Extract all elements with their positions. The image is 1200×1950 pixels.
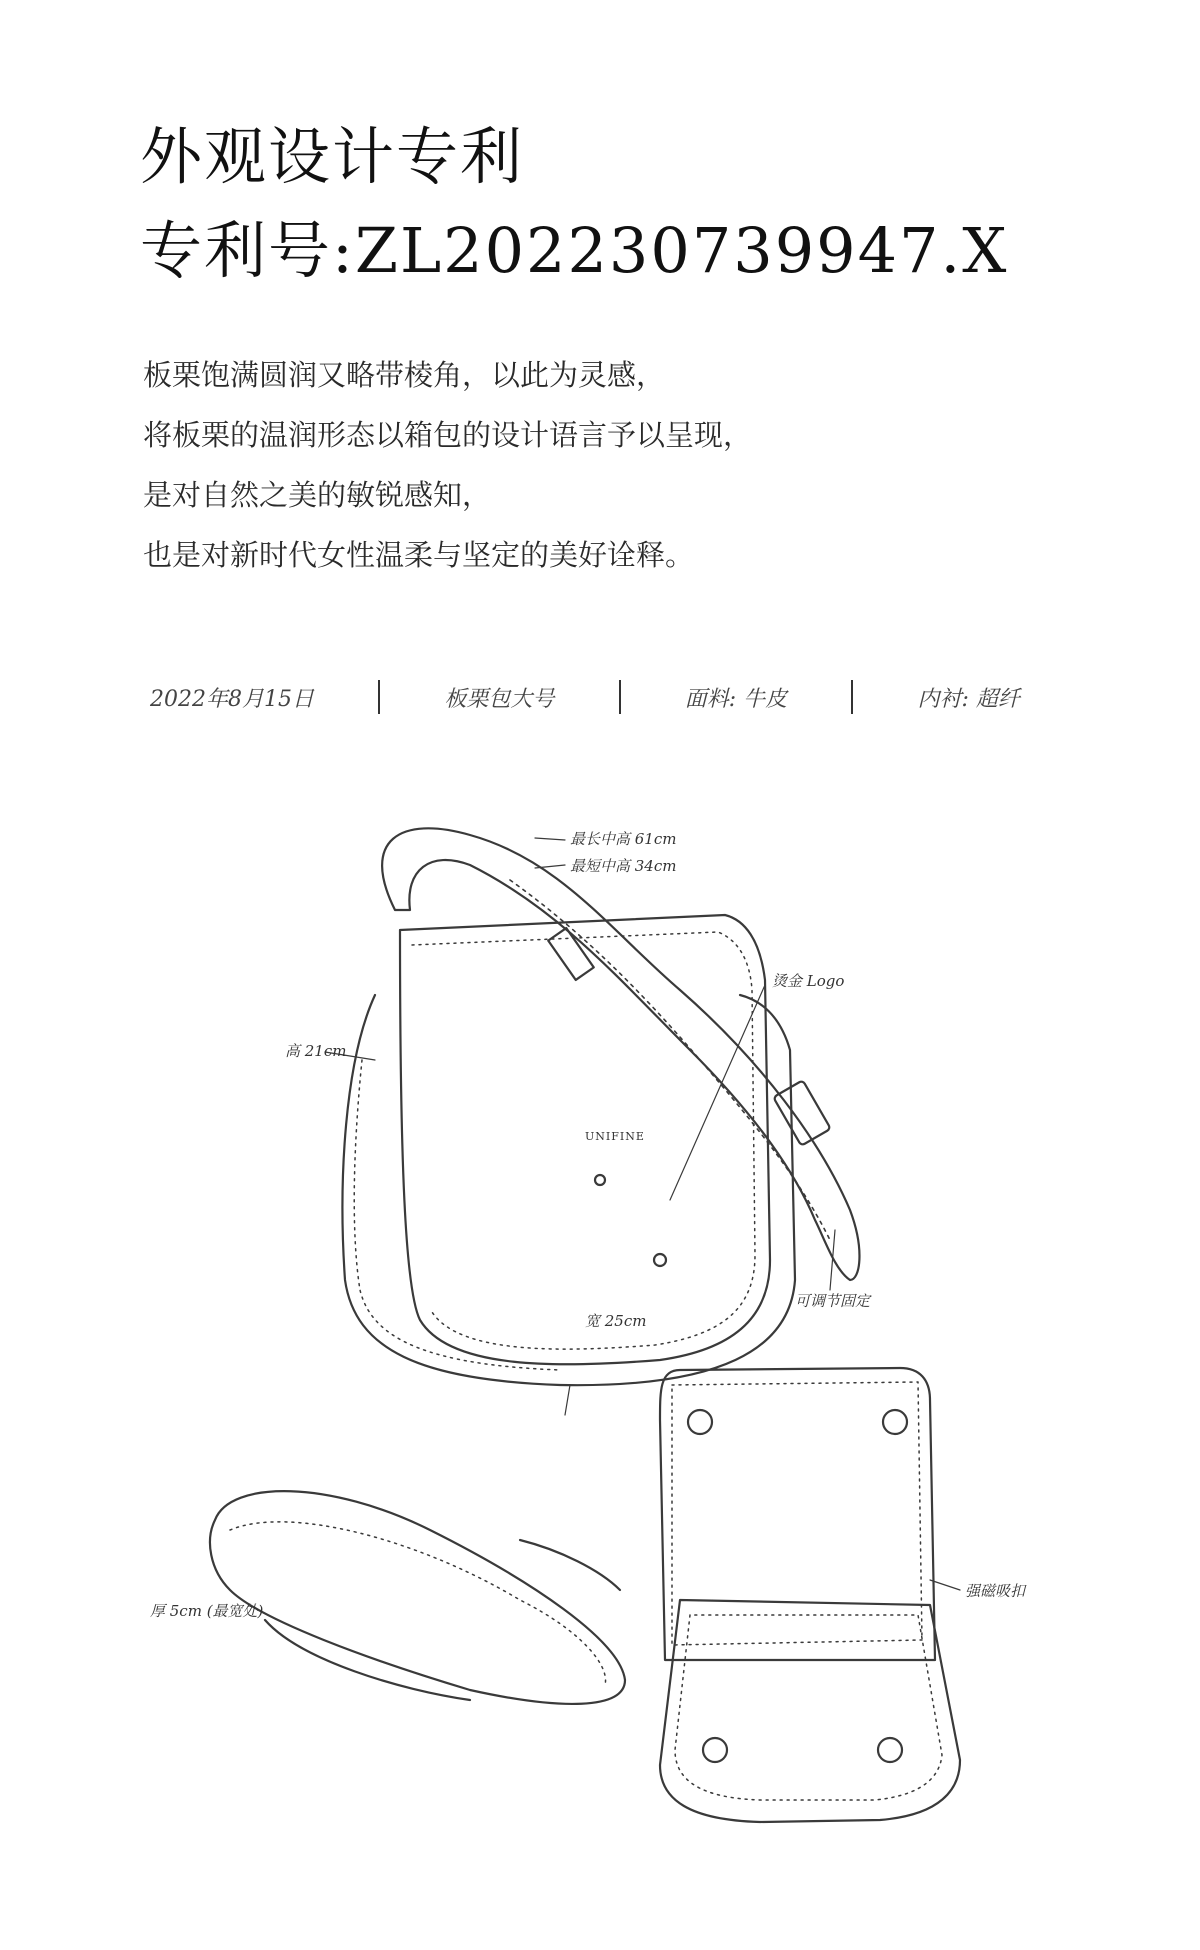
bag-body [343, 995, 795, 1385]
strap-buckle [773, 1080, 830, 1145]
bag-side-view [210, 1491, 625, 1704]
annotation-buckle: 可调节固定 [795, 1292, 871, 1310]
title-line-1: 外观设计专利 [140, 120, 525, 193]
description [143, 345, 752, 585]
annotation-hardware: 烫金 Logo [772, 972, 845, 990]
sketch-lining: 内衬: 超纤 [917, 686, 1020, 712]
annotation-height: 高 21cm [285, 1042, 347, 1060]
body-stitch [354, 1060, 560, 1370]
strap [382, 828, 859, 1280]
leader [535, 838, 565, 840]
sketch-date: 2022年8月15日 [150, 686, 314, 712]
leader [565, 1385, 570, 1415]
sketch-header [150, 680, 1020, 714]
description-line: 是对自然之美的敏锐感知， [143, 478, 492, 512]
snap-button [703, 1738, 727, 1762]
snap-button [883, 1410, 907, 1434]
description-line: 板栗饱满圆润又略带棱角，以此为灵感， [143, 358, 666, 392]
separator [851, 680, 853, 714]
description-line: 也是对新时代女性温柔与坚定的美好诠释。 [143, 538, 695, 572]
strap-keeper [548, 928, 594, 980]
bag-sketch [0, 760, 1200, 1940]
hardware-rivet [595, 1175, 605, 1185]
snap-button [878, 1738, 902, 1762]
sketch-product: 板栗包大号 [444, 686, 555, 712]
flap-stitch [412, 932, 755, 1349]
leader [670, 985, 765, 1200]
page-title [140, 110, 1008, 298]
patent-number: 专利号:ZL202230739947.X [140, 214, 1009, 287]
annotation-strap-min: 最短中高 34cm [570, 857, 677, 875]
annotation-width: 宽 25cm [585, 1312, 647, 1330]
separator [619, 680, 621, 714]
annotation-strap-max: 最长中高 61cm [570, 830, 677, 848]
logo-text: UNIFINE [585, 1130, 645, 1143]
separator [378, 680, 380, 714]
annotation-depth: 厚 5cm (最宽处) [150, 1602, 264, 1620]
description-line: 将板栗的温润形态以箱包的设计语言予以呈现， [143, 418, 753, 452]
sketch-material: 面料: 牛皮 [684, 686, 788, 712]
bag-open-view [660, 1368, 960, 1822]
annotation-snap: 强磁吸扣 [965, 1582, 1026, 1600]
snap-button [688, 1410, 712, 1434]
hardware-rivet [654, 1254, 666, 1266]
